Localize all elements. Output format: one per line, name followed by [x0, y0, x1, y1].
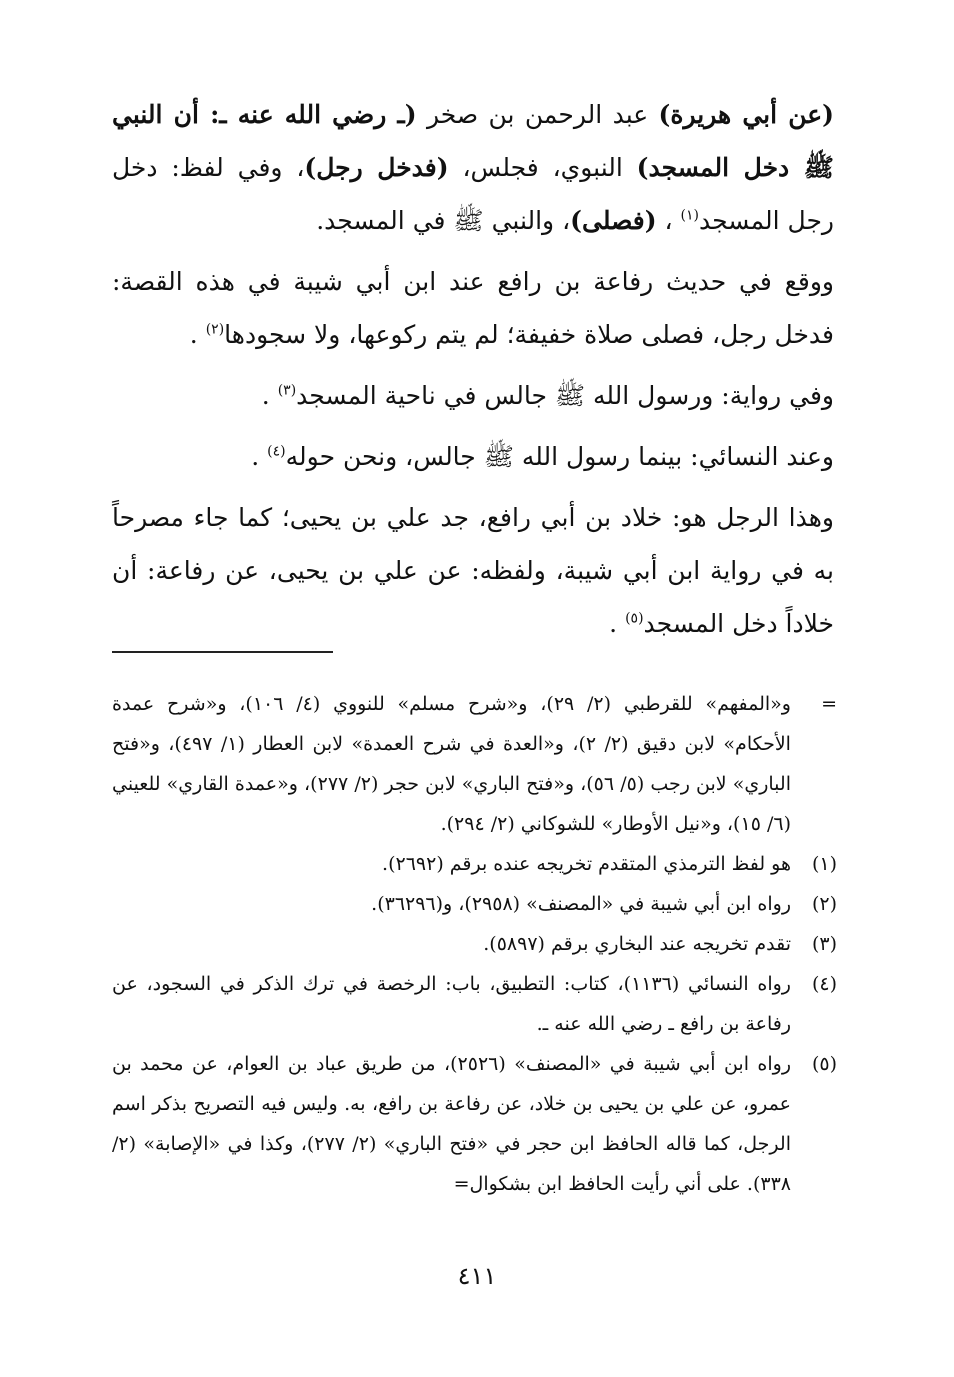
footnote-ref-1[interactable]: (١) [680, 207, 699, 224]
text-run: ووقع في حديث رفاعة بن رافع عند ابن أبي شيبة في هذه القصة: فدخل رجل، فصلى صلاة خفيفة؛ لم يتم ركوعها، ولا سجودها [112, 267, 834, 349]
text-run: وفي رواية: ورسول الله ﷺ جالس في ناحية المسجد [296, 381, 834, 410]
paragraph-5 [112, 491, 834, 650]
footnote-ref-4[interactable]: (٤) [267, 443, 286, 460]
footnote-1 [112, 844, 837, 884]
footnote-number: (٣) [811, 933, 837, 955]
footnote-5 [112, 1044, 837, 1204]
paragraph-3 [112, 369, 834, 422]
footnote-number: = [821, 693, 837, 715]
text-run: عبد الرحمن بن صخر [416, 100, 659, 129]
footnote-text: تقدم تخريجه عند البخاري برقم (٥٨٩٧). [483, 933, 791, 955]
bold-phrase: (عن أبي هريرة) [658, 100, 835, 129]
footnote-continuation [112, 684, 837, 844]
paragraph-2 [112, 255, 834, 361]
text-run: وعند النسائي: بينما رسول الله ﷺ جالس، ونحن حوله [285, 442, 834, 471]
footnote-ref-5[interactable]: (٥) [625, 610, 644, 627]
footnote-text: رواه ابن أبي شيبة في «المصنف» (٢٥٢٦)، من طريق عباد بن العوام، عن محمد بن عمرو، عن علي بن يحيى بن خلاد، عن رفاعة بن رافع، به. وليس فيه التصريح بذكر اسم الرجل، كما قاله الحافظ ابن حجر في «فتح الباري» (٢/ ٢٧٧)، وكذا في «الإصابة» (٢/ ٣٣٨). على أني رأيت الحافظ ابن بشكوال= [112, 1053, 791, 1195]
footnote-divider [112, 651, 333, 653]
footnote-3 [112, 924, 837, 964]
bold-phrase: (ـ رضي الله عنه ـ: أن النبي ﷺ دخل المسجد) [112, 100, 834, 182]
bold-phrase: (فدخل رجل) [304, 153, 449, 182]
text-run: . [609, 609, 626, 638]
footnotes [112, 684, 837, 1204]
paragraph-1 [112, 88, 834, 247]
bold-phrase: (فصلى) [570, 206, 657, 235]
footnote-ref-3[interactable]: (٣) [277, 382, 297, 399]
text-run: ، والنبي ﷺ في المسجد. [316, 206, 571, 235]
text-run: . [189, 320, 206, 349]
text-run: ، [656, 206, 681, 235]
footnote-number: (٥) [811, 1053, 837, 1075]
footnote-text: هو لفظ الترمذي المتقدم تخريجه عنده برقم (٢٦٩٢). [382, 853, 791, 875]
footnote-text: رواه ابن أبي شيبة في «المصنف» (٢٩٥٨)، و(٣٦٢٩٦). [371, 893, 791, 915]
paragraph-4 [112, 430, 834, 483]
main-text [112, 88, 834, 650]
text-run: . [251, 442, 268, 471]
page-number: ٤١١ [457, 1262, 497, 1290]
footnote-text: رواه النسائي (١١٣٦)، كتاب: التطبيق، باب: الرخصة في ترك الذكر في السجود، عن رفاعة بن رافع ـ رضي الله عنه ـ. [112, 973, 791, 1035]
footnote-4 [112, 964, 837, 1044]
text-run: . [261, 381, 278, 410]
footnote-text: و«المفهم» للقرطبي (٢/ ٢٩)، و«شرح مسلم» للنووي (٤/ ١٠٦)، و«شرح عمدة الأحكام» لابن دقيق (٢/ ٢)، و«العدة في شرح العمدة» لابن العطار (١/ ٤٩٧)، و«فتح الباري» لابن رجب (٥/ ٥٦)، و«فتح الباري» لابن حجر (٢/ ٢٧٧)، و«عمدة القاري» للعيني (٦/ ١٥)، و«نيل الأوطار» للشوكاني (٢/ ٢٩٤). [112, 693, 791, 835]
text-run: وهذا الرجل هو: خلاد بن أبي رافع، جد علي بن يحيى؛ كما جاء مصرحاً به في رواية ابن أبي شيبة، ولفظه: عن علي بن يحيى، عن رفاعة: أن خلاداً دخل المسجد [112, 503, 834, 638]
text-run: ، وفي لفظ: دخل رجل المسجد [112, 153, 834, 235]
footnote-number: (١) [811, 853, 837, 875]
text-run: النبوي، فجلس، [448, 153, 637, 182]
footnote-number: (٤) [811, 973, 837, 995]
footnote-2 [112, 884, 837, 924]
footnote-number: (٢) [811, 893, 837, 915]
footnote-ref-2[interactable]: (٢) [205, 321, 225, 338]
